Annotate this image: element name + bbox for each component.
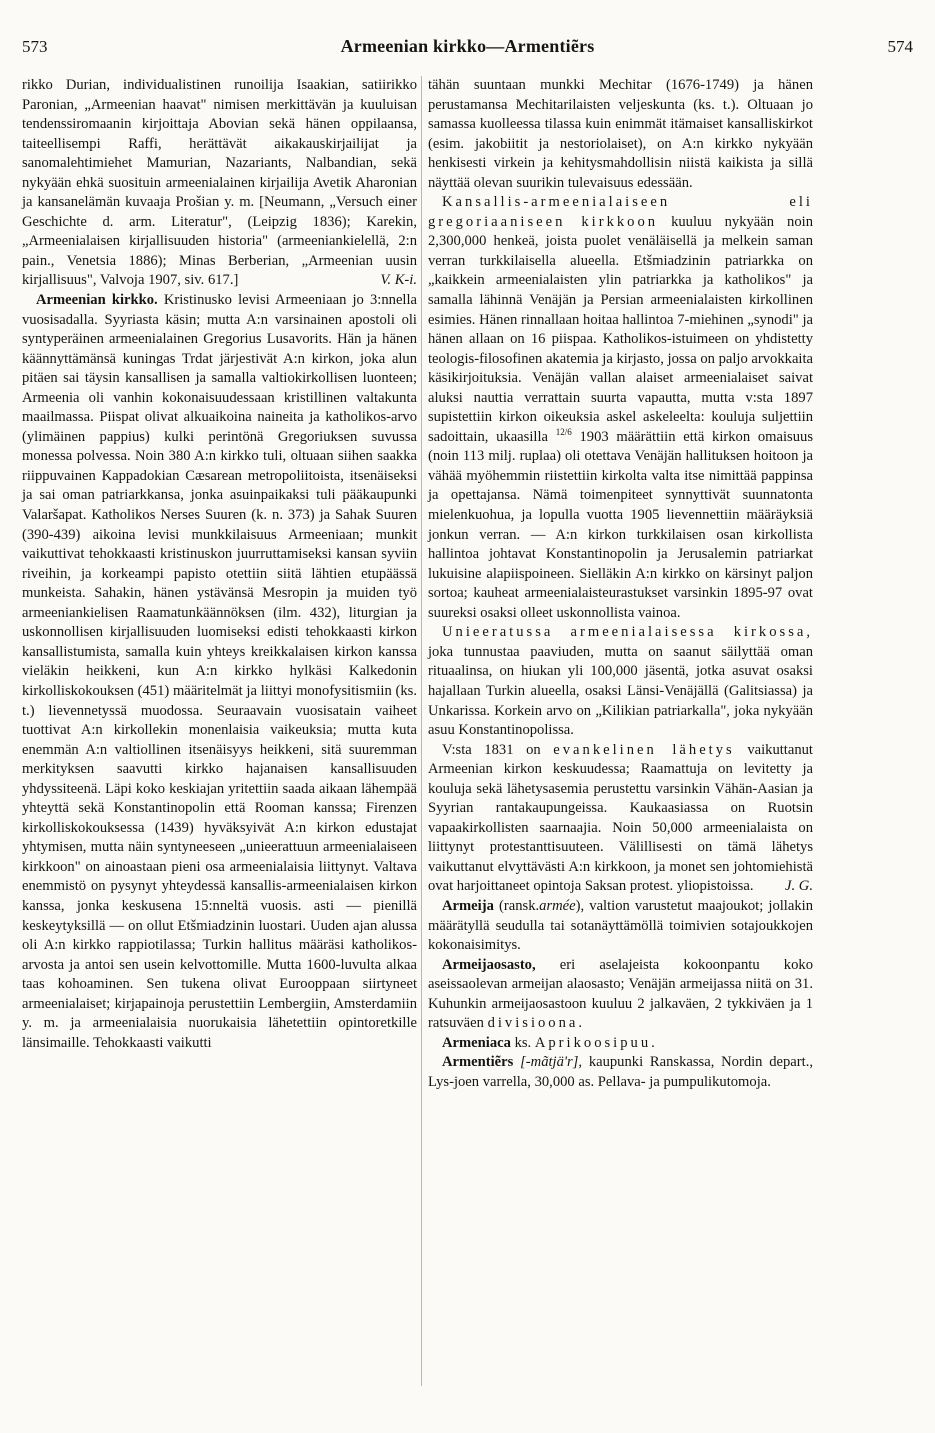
entry-armeijaosasto (428, 956, 813, 1034)
paragraph-gregorian-church (428, 193, 813, 623)
spaced-term: Unieeratussa armeenialaisessa kirkossa, (442, 624, 813, 641)
right-column (428, 76, 813, 1092)
spaced-term: divisioona. (487, 1015, 586, 1032)
paragraph-lead: V:sta 1831 on (442, 741, 541, 758)
left-column (22, 76, 417, 1053)
paragraph-mechitar (428, 76, 813, 193)
entry-armeniaca (428, 1034, 813, 1054)
entry-text: kaupunki Ranskassa, Nordin depart., Lys-joen varrella, 30,000 as. Pellava- ja pumpulikutomoja. (428, 1054, 813, 1090)
entry-text-continued: ), valtion varustetut maajoukot; jollakin määrätyllä seudulla tai sotanäyttämöllä toimivien sotajoukkojen kokonaisimitys. (428, 897, 813, 954)
right-page-number: 574 (887, 37, 913, 56)
paragraph-uniate-church (428, 623, 813, 740)
column-divider (421, 76, 422, 1386)
running-title: Armeenian kirkko—Armentiẽrs (340, 36, 595, 56)
date-fraction: 12/6 (555, 426, 572, 437)
entry-text: Kristinusko levisi Armeeniaan jo 3:nnella vuosisadalla. Syyriasta käsin; mutta A:n varsinainen apostoli oli syntyperäinen armeenialainen Gregorius Lusavorits. Hän ja hänen käännyttämänsä kuningas Trdat järjestivät A:n kirkon, joka alun pitäen sai täysin kansallisen ja samalla valtiokirkollisen luonteen; Armeenia oli vanhin kokonaisuudessaan kristillinen valtakunta maailmassa. Piispat olivat alkuaikoina naineita ja katholikos-arvo (ylimäinen pappius) kulki perintönä Gregoriuksen suvussa monessa polvessa. Noin 380 A:n kirkko tuli, oltuaan siihen saakka riippuvainen Kappadokian Cæsarean metropoliitoista, itsenäiseksi ja sai oman patriarkkansa, jonka asuinpaikaksi tuli pääkaupunki Valaršapat. Katholikos Nerses Suuren (k. n. 373) ja Sahak Suuren (390-439) aikoina levisi munkkilaisuus Armeeniaan; munkit vaikuttivat tehokkaasti kristinuskon juurruttamiseksi kansan syviin riveihin, ja korkeampi papisto otettiin siitä lähtien etupäässä munkeista. Sahakin, hänen ystävänsä Mesropin ja muiden työ armeeniankielisen Raamatunkäännöksen (ilm. 432), liturgian ja uskonnollisen kirjallisuuden luomiseksi edisti tehokkaasti kirkon kansallistumista, samalla kuin yhteys kreikkalaisen kirkon kanssa vieläkin heikkeni, kun A:n kirkko hylkäsi Kalkedonin kirkolliskokouksen (451) määritelmät ja liittyi monofysitismiin (ks. t.) lievennetyssä muodossa. Seuraavain vuosisatain vaiheet tuottivat A:n kirkollekin monenlaisia vaikeuksia; mutta kuta enemmän A:n valtiollinen itsenäisyys heikkeni, sitä suuremman merkityksen saavutti kirkko hajanaisen kansallisuuden yhdyssiteenä. Läpi koko keskiajan yritettiin saada aikaan lähempää yhteyttä sekä Konstantinopolin että Rooman kanssa; Firenzen kirkolliskokouksessa (1439) hyväksyivät A:n kirkon edustajat yhtymisen, mutta näin syntyneeseen „unieerattuun armeenialaiseen kirkkoon" on ainoastaan pieni osa armeenialaisia liittynyt. Valtava enemmistö on pysynyt yhteydessä kansallis-armeenialaisen kirkon kanssa, jonka keskusena 15:nneltä vuosis. asti — pienillä keskeytyksillä — on ollut Etšmiadzinin luostari. Uuden ajan alussa oli A:n kirkko rappiotilassa; Turkin hallitus määräsi katholikos-arvosta ja antoi sen usein kelvottomille. Mutta 1600-luvulta alkaa taas kohoaminen. Sen tukena olivat Eurooppaan siirtyneet armeenialaiset; kirjapainoja perustettiin Lembergiin, Amsterdamiin y. m. ja armeenialaisia nuorukaisia lähetettiin opintoretkille länsimaille. Tehokkaasti vaikutti (22, 292, 418, 1051)
author-signature: V. K-i. (380, 272, 417, 289)
paragraph-text-continued: 1903 määrättiin että kirkon omaisuus (noin 113 milj. ruplaa) oli otettava Venäjän hallituksen hoitoon ja vähää myöhemmin riistettiin kirkolta valta itse nimittää pappinsa ja opettajansa. Nämä toimenpiteet synnyttivät suunnatonta mielenkuohua, ja lopulla vuotta 1905 lievennettiin määräyksiä jonkun verran. — A:n kirkon turkkilaisen osan kirkollista hallintoa johtavat Konstantinopolin ja Jerusalemin patriarkat lukuisine alapiispoineen. Sielläkin A:n kirkko on kärsinyt paljon sortoa; kauheat armeenialaisteurastukset varsinkin 1895-97 ovat suureksi osaksi olleet uskonnollista vainoa. (428, 428, 813, 621)
paragraph-text: vaikuttanut Armeenian kirkon keskuudessa; Raamattuja on levitetty ja kouluja sekä lähetysasemia perustettu varsinkin Vähän-Aasian ja Syyrian rantakaupungeissa. Kaukaasiassa on Ruotsin vapaakirkollisten saarnaajia. Noin 50,000 armeenialaista on liittynyt protestanttisuuteen. Välillisesti on tämä lähetys vaikuttanut elvyttävästi A:n kirkkoon, ja monet sen johtomiehistä ovat harjoittaneet opintoja Saksan protest. yliopistoissa. (428, 741, 813, 895)
paragraph-text: tähän suuntaan munkki Mechitar (1676-1749) ja hänen perustamansa Mechitarilaisten veljeskunta (ks. t.). Oltuaan jo samassa kuolleessa tilassa kuin enimmät itämaiset kansalliskirkot (esim. jakobiitit ja nestoriolaiset), on A:n kirkko nykyään henkisesti virkein ja kehitysmahdollisin niistä kaikista ja sillä näyttää olevan suurikin tulevaisuus edessään. (428, 77, 813, 191)
spaced-term: Kansallis-armeenialaiseen eli gregoriaaniseen kirkkoon (428, 194, 813, 230)
cross-reference: Aprikoosipuu. (534, 1034, 658, 1051)
entry-italic: armée (539, 897, 576, 914)
page-header (22, 36, 913, 60)
author-signature: J. G. (785, 878, 813, 895)
pronunciation: [-mãtjä'r], (520, 1054, 583, 1071)
paragraph-text: joka tunnustaa paaviuden, mutta on saanut säilyttää oman rituaalinsa, on hiukan yli 100,000 jäsentä, jotka asuvat osaksi hajallaan Turkin alueella, osaksi Länsi-Venäjällä (Galitsiassa) ja Unkarissa. Korkein arvo on „Kilikian patriarkalla", joka nykyään asuu Konstantinopolissa. (428, 643, 813, 739)
entry-headword: Armeijaosasto, (442, 956, 536, 973)
spaced-term: evankelinen lähetys (553, 741, 735, 758)
entry-armentiers (428, 1053, 813, 1092)
entry-text: (ransk. (499, 897, 540, 914)
entry-headword: Armeniaca (442, 1034, 511, 1051)
entry-headword: Armentiẽrs (442, 1054, 514, 1071)
paragraph-text: kuuluu nykyään noin 2,300,000 henkeä, joista puolet venäläisellä ja melkein saman verran turkkilaisella alueella. Etšmiadzinin patriarkka on „kaikkein armeenialaisten ylin patriarkka ja katholikos" ja samalla lähinnä Venäjän ja Persian armeenialaisten kirkollinen esimies. Hänen rinnallaan hoitaa hallintoa 7-miehinen „synodi" ja hänen allaan on 16 piispaa. Katholikos-istuimeen on yhdistetty teologis-filosofinen akatemia ja kirjasto, jossa on paljo arvokkaita käsikirjoituksia. Venäjän vallan alaiset armeenialaiset saivat aluksi nauttia verrattain suurta vapautta, mutta v:sta 1897 supistettiin kirkon oikeuksia askel askeleelta: kouluja suljettiin sadoittain, ukaasilla (428, 213, 814, 445)
paragraph-literature-continued (22, 76, 417, 291)
left-page-number: 573 (22, 37, 48, 56)
entry-headword: Armeenian kirkko. (36, 292, 158, 309)
paragraph-evangelical-mission (428, 741, 813, 897)
entry-armeenian-kirkko (22, 291, 417, 1053)
entry-armeija (428, 897, 813, 956)
paragraph-text: rikko Durian, individualistinen runoilija Isaakian, satiirikko Paronian, „Armeenian haavat" nimisen merkittävän ja kuuluisan tendenssiromaanin kirjoittaja Abovian sekä hänen oppilaansa, taiteellisempi Raffi, herättävät aikakauskirjailijat ja sanomalehtimiehet Mamurian, Nazariants, Nalbandian, sekä nykyään ehkä suosituin armeenialainen kirjailija Avetik Aharonian ja kansanelämän kuvaaja Prošian y. m. [Neumann, „Versuch einer Geschichte d. arm. Literatur", (Leipzig 1836); Karekin, „Armeenialaisen kirjallisuuden historia" (armeeniankielellä, 2:n pain., Venetsia 1886); Minas Berberian, „Armeenian uusin kirjallisuus", Valvoja 1907, siv. 617.] (22, 77, 417, 289)
entry-headword: Armeija (442, 897, 494, 914)
entry-text: eri aselajeista kokoonpantu koko aseissaolevan armeijan alaosasto; Venäjän armeijassa niitä on 31. Kuhunkin armeijaosastoon kuuluu 2 jalkaväen, 2 tykkiväen ja 1 ratsuväen (428, 956, 813, 1032)
entry-text: ks. (514, 1034, 532, 1051)
